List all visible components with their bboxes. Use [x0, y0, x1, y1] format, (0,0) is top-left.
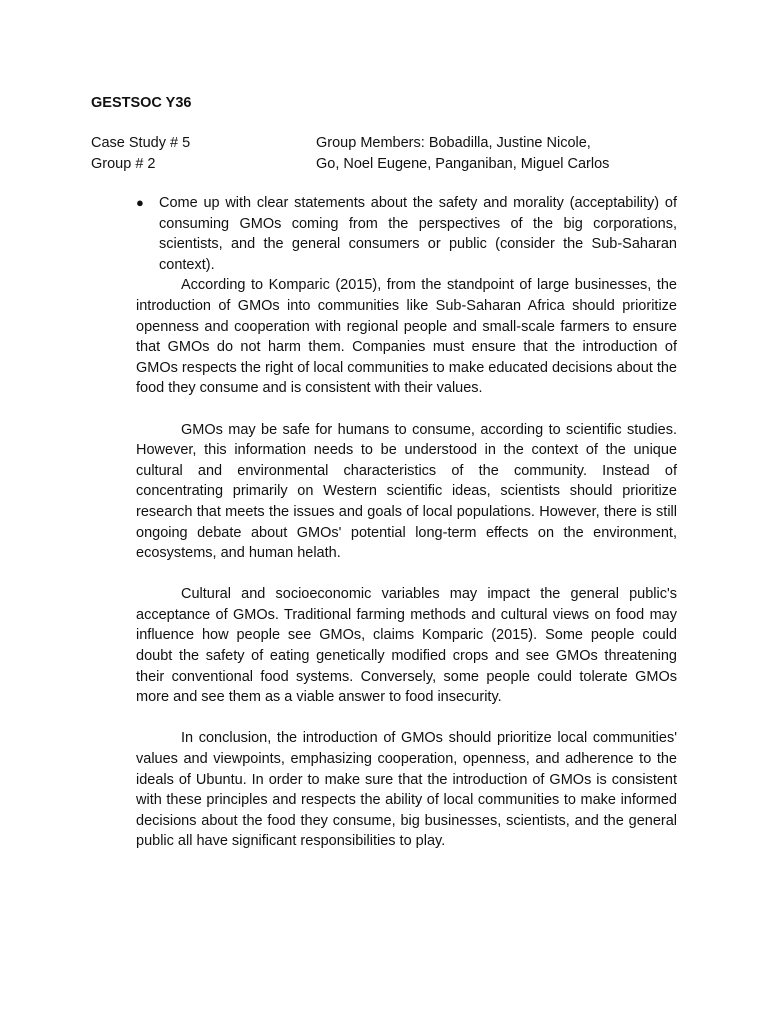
meta-row-1 [91, 133, 691, 154]
case-study-number: Case Study # 5 [91, 135, 191, 151]
paragraph-scientists: GMOs may be safe for humans to consume, according to scientific studies. However, this information needs to be understood in the context of the unique cultural and environmental characteristics of the community. Instead of concentrating primarily on Western scientific ideas, scientists should prioritize research that meets the issues and goals of local populations. However, there is still ongoing debate about GMOs' potential long-term effects on the environment, ecosystems, and human helath. [136, 421, 677, 562]
paragraph-public: Cultural and socioeconomic variables may impact the general public's acceptance of GMOs. Traditional farming methods and cultural views on food may influence how people see GMOs, claims Komparic (2015). Some people could doubt the safety of eating genetically modified crops and see GMOs threatening their conventional food systems. Conversely, some people could tolerate GMOs more and see them as a viable answer to food insecurity. [136, 586, 677, 706]
group-members-line-2: Go, Noel Eugene, Panganiban, Miguel Carlos [316, 155, 610, 172]
meta-row-2 [91, 154, 691, 175]
course-code-heading: GESTSOC Y36 [91, 95, 192, 111]
prompt-text: Come up with clear statements about the safety and morality (acceptability) of consuming GMOs coming from the perspectives of the big corporations, scientists, and the general consumers or public (consider the Sub-Saharan context). [159, 195, 677, 273]
document-meta [91, 133, 691, 174]
group-number: Group # 2 [91, 155, 156, 172]
document-body [136, 193, 677, 852]
paragraph-corporations: According to Komparic (2015), from the standpoint of large businesses, the introduction of GMOs into communities like Sub-Saharan Africa should prioritize openness and cooperation with regional people and small-scale farmers to ensure that GMOs do not harm them. Companies must ensure that the introduction of GMOs respects the right of local communities to make educated decisions about the food they consume and is consistent with their values. [136, 277, 677, 397]
group-members-line-1: Group Members: Bobadilla, Justine Nicole, [316, 135, 591, 151]
bullet-icon: ● [136, 195, 144, 210]
paragraph-conclusion: In conclusion, the introduction of GMOs should prioritize local communities' values and viewpoints, emphasizing cooperation, openness, and adherence to the ideals of Ubuntu. In order to make sure that the introduction of GMOs is consistent with these principles and respects the ability of local communities to make informed decisions about the food they consume, big businesses, scientists, and the general public all have significant responsibilities to play. [136, 730, 677, 850]
prompt-bullet [136, 193, 677, 275]
